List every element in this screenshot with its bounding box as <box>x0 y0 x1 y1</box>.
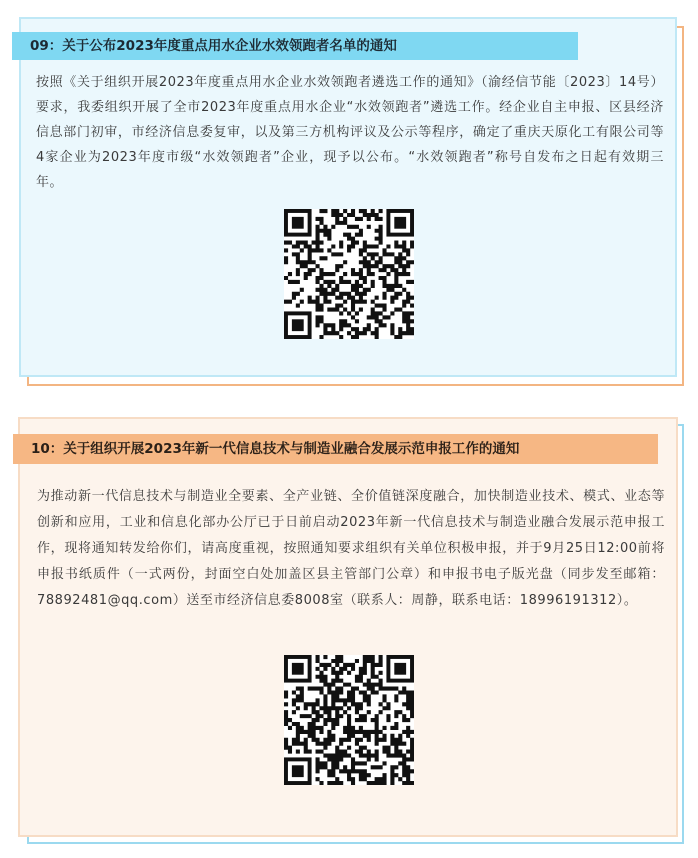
notice-10-title: 10：关于组织开展2023年新一代信息技术与制造业融合发展示范申报工作的通知 <box>13 434 658 464</box>
qr-code-icon[interactable] <box>284 209 414 339</box>
notice-09-body: 按照《关于组织开展2023年度重点用水企业水效领跑者遴选工作的通知》（渝经信节能〔2023〕14号）要求，我委组织开展了全市2023年度重点用水企业“水效领跑者”遴选工作。经企业自主申报、区县经济信息部门初审，市经济信息委复审，以及第三方机构评议及公示等程序，确定了重庆天原化工有限公司等4家企业为2023年度市级“水效领跑者”企业，现予以公布。“水效领跑者”称号自发布之日起有效期三年。 <box>36 75 664 190</box>
qr-code-icon[interactable] <box>284 655 414 785</box>
notice-09-title: 09：关于公布2023年度重点用水企业水效领跑者名单的通知 <box>12 32 578 60</box>
notice-10-body: 为推动新一代信息技术与制造业全要素、全产业链、全价值链深度融合，加快制造业技术、模式、业态等创新和应用，工业和信息化部办公厅已于日前启动2023年新一代信息技术与制造业融合发展示范申报工作，现将通知转发给你们，请高度重视，按照通知要求组织有关单位积极申报，并于9月25日12:00前将申报书纸质件（一式两份，封面空白处加盖区县主管部门公章）和申报书电子版光盘（同步发至邮箱：78892481@qq.com）送至市经济信息委8008室（联系人：周静，联系电话：18996191312）。 <box>37 489 665 608</box>
